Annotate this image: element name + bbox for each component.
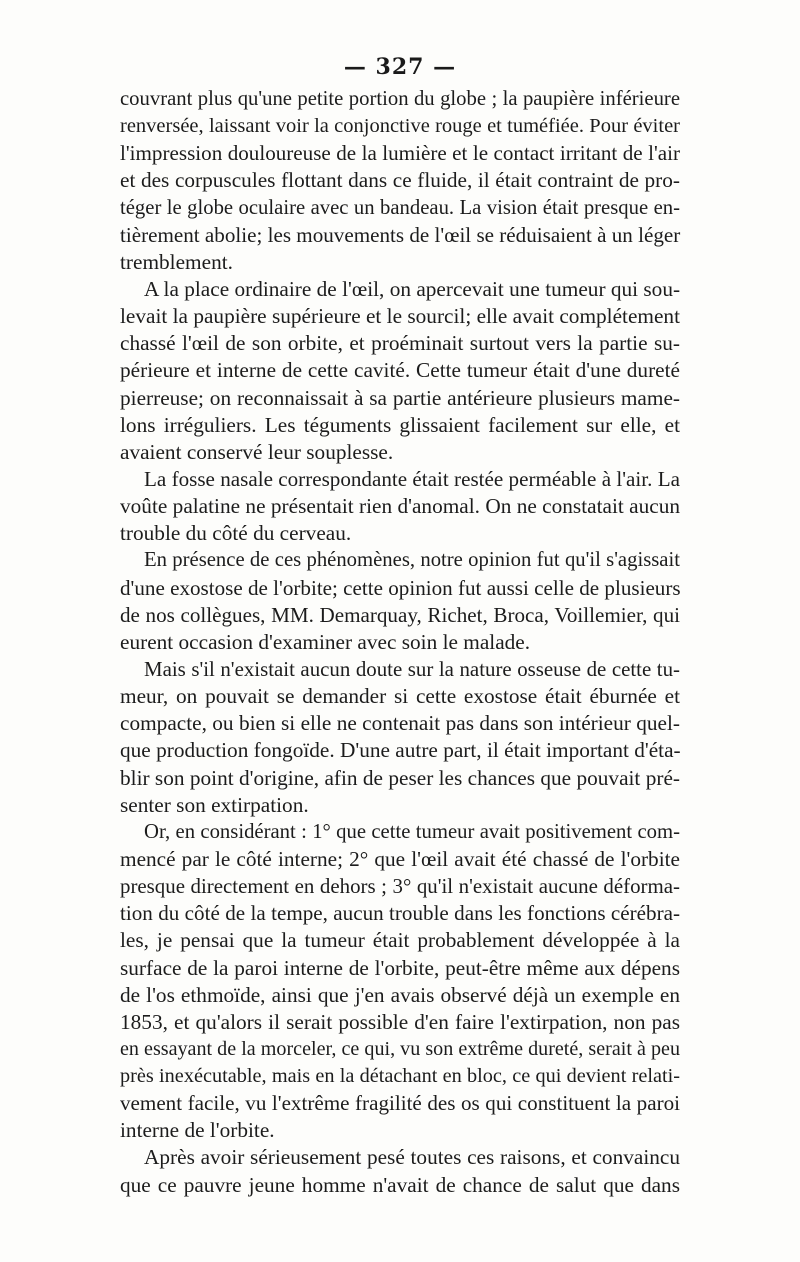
text-line: meur, on pouvait se demander si cette exostose était éburnée et	[120, 684, 680, 709]
text-line: de nos collègues, MM. Demarquay, Richet, Broca, Voillemier, qui	[120, 602, 680, 627]
text-line: tremblement.	[120, 249, 233, 274]
text-line: Après avoir sérieusement pesé toutes ces raisons, et convaincu	[144, 1145, 680, 1170]
text-line: vement facile, vu l'extrême fragilité des os qui constituent la paroi	[120, 1091, 680, 1116]
text-line: Or, en considérant : 1° que cette tumeur avait positivement com-	[144, 820, 680, 843]
text-line: mencé par le côté interne; 2° que l'œil avait été chassé de l'orbite	[120, 846, 680, 871]
text-line: voûte palatine ne présentait rien d'anomal. On ne constatait aucun	[120, 494, 680, 519]
text-line: presque directement en dehors ; 3° qu'il n'existait aucune déforma-	[120, 874, 680, 899]
text-line: près inexécutable, mais en la détachant en bloc, ce qui devient relati-	[120, 1065, 680, 1088]
page-number: — 327 —	[343, 54, 457, 80]
text-line: que ce pauvre jeune homme n'avait de chance de salut que dans	[120, 1172, 680, 1197]
text-line: surface de la paroi interne de l'orbite, peut-être même aux dépens	[120, 955, 680, 980]
text-line: lons irréguliers. Les téguments glissaient facilement sur elle, et	[120, 412, 680, 437]
text-line: d'une exostose de l'orbite; cette opinion fut aussi celle de plusieurs	[120, 575, 681, 600]
text-line: levait la paupière supérieure et le sourcil; elle avait complétement	[120, 304, 680, 329]
text-line: périeure et interne de cette cavité. Cette tumeur était d'une dureté	[120, 358, 680, 383]
text-line: 1853, et qu'alors il serait possible d'en faire l'extirpation, non pas	[120, 1009, 680, 1034]
body-text	[120, 86, 680, 1199]
text-line: les, je pensai que la tumeur était probablement développée à la	[120, 928, 680, 953]
text-line: tièrement abolie; les mouvements de l'œil se réduisaient à un léger	[120, 222, 681, 247]
text-line: compacte, ou bien si elle ne contenait pas dans son intérieur quel-	[120, 711, 680, 736]
text-line: Mais s'il n'existait aucun doute sur la nature osseuse de cette tu-	[144, 656, 680, 681]
text-line: A la place ordinaire de l'œil, on apercevait une tumeur qui sou-	[144, 276, 681, 301]
text-line: et des corpuscules flottant dans ce fluide, il était contraint de pro-	[120, 168, 680, 193]
text-line: trouble du côté du cerveau.	[120, 521, 352, 546]
text-line: blir son point d'origine, afin de peser les chances que pouvait pré-	[120, 765, 680, 790]
text-line: pierreuse; on reconnaissait à sa partie antérieure plusieurs mame-	[120, 385, 680, 410]
text-line: En présence de ces phénomènes, notre opinion fut qu'il s'agissait	[144, 549, 680, 572]
text-line: en essayant de la morceler, ce qui, vu son extrême dureté, serait à peu	[120, 1037, 680, 1060]
text-line: de l'os ethmoïde, ainsi que j'en avais observé déjà un exemple en	[120, 982, 680, 1007]
text-line: tion du côté de la tempe, aucun trouble dans les fonctions cérébra-	[120, 901, 680, 926]
text-line: avaient conservé leur souplesse.	[120, 439, 394, 464]
text-line: La fosse nasale correspondante était restée perméable à l'air. La	[144, 466, 680, 491]
text-line: l'impression douloureuse de la lumière et le contact irritant de l'air	[120, 141, 680, 166]
text-line: chassé l'œil de son orbite, et proéminait surtout vers la partie su-	[120, 331, 680, 356]
text-line: interne de l'orbite.	[120, 1118, 275, 1143]
text-line: senter son extirpation.	[120, 792, 309, 817]
text-line: téger le globe oculaire avec un bandeau. La vision était presque en-	[120, 196, 680, 219]
text-line: renversée, laissant voir la conjonctive rouge et tuméfiée. Pour éviter	[120, 115, 680, 138]
text-line: eurent occasion d'examiner avec soin le malade.	[120, 629, 531, 654]
text-line: couvrant plus qu'une petite portion du globe ; la paupière inférieure	[120, 88, 680, 110]
text-line: que production fongoïde. D'une autre part, il était important d'éta-	[120, 738, 681, 763]
